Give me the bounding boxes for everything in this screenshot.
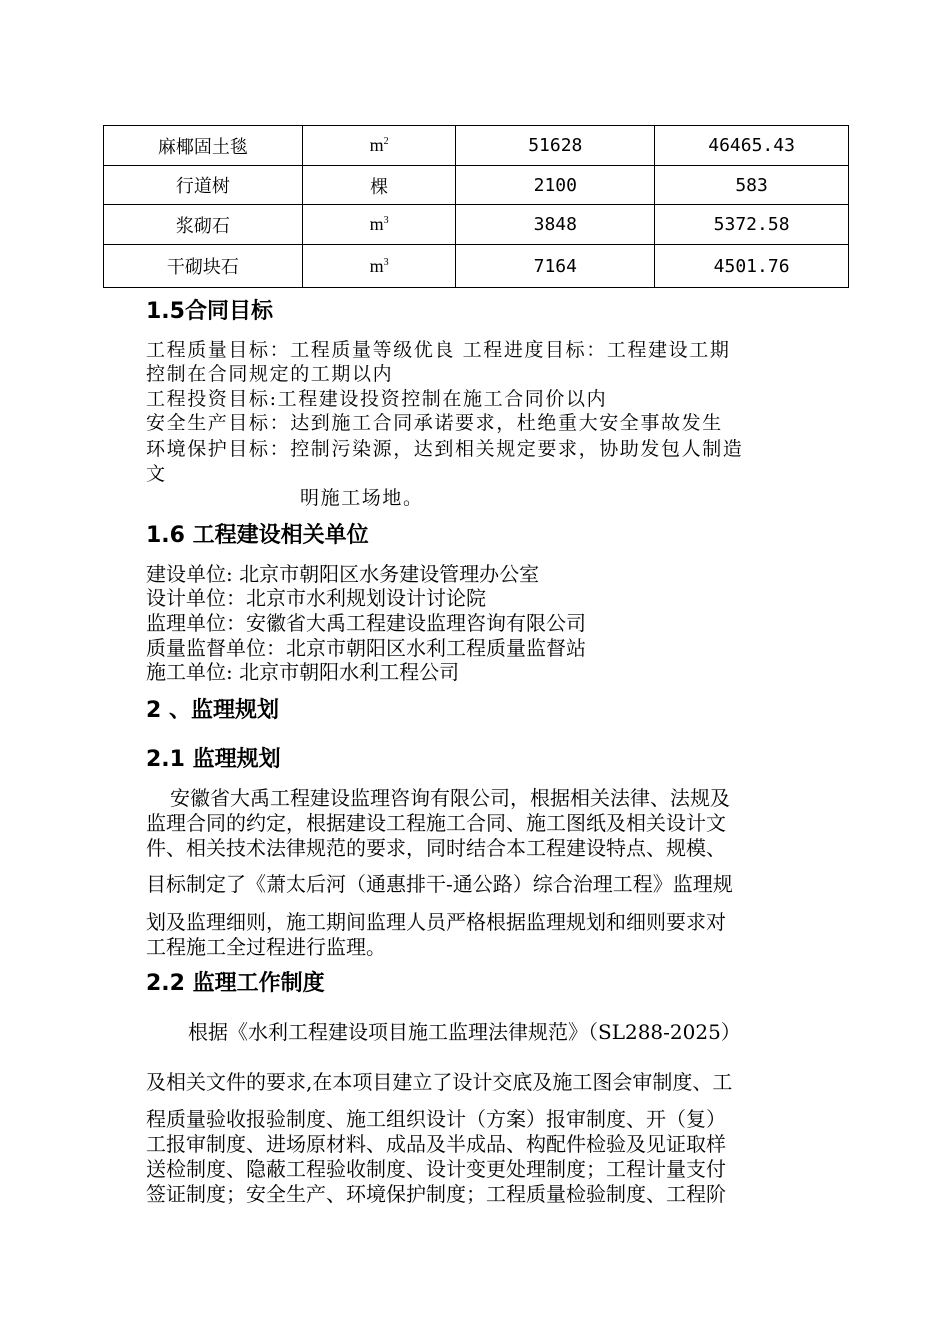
body-line: 环境保护目标：控制污染源，达到相关规定要求，协助发包人制造 (146, 438, 744, 460)
body-line: 送检制度、隐蔽工程验收制度、设计变更处理制度；工程计量支付 (146, 1157, 726, 1181)
actual-qty-cell: 5372.58 (655, 205, 849, 245)
body-line: 控制在合同规定的工期以内 (146, 363, 394, 385)
planned-qty-cell: 51628 (456, 126, 655, 166)
body-line: 工程投资目标:工程建设投资控制在施工合同价以内 (146, 388, 608, 410)
body-line: 工报审制度、进场原材料、成品及半成品、构配件检验及见证取样 (146, 1132, 726, 1156)
body-line: 目标制定了《萧太后河（通惠排干-通公路）综合治理工程》监理规 (146, 872, 733, 896)
planned-qty-cell: 3848 (456, 205, 655, 245)
table-row (104, 205, 849, 245)
body-line: 设计单位：北京市水利规划设计讨论院 (146, 586, 486, 610)
body-line: 质量监督单位：北京市朝阳区水利工程质量监督站 (146, 636, 586, 660)
unit-cell: $m^3$ (302, 245, 456, 288)
section-heading-2-2: 2.2 监理工作制度 (146, 971, 325, 996)
planned-qty-cell: 7164 (456, 245, 655, 288)
unit-cell: $m^3$ (302, 205, 456, 245)
body-line: 明施工场地。 (300, 487, 424, 509)
body-line: 监理合同的约定，根据建设工程施工合同、施工图纸及相关设计文 (146, 811, 726, 835)
section-heading-2-1: 2.1 监理规划 (146, 747, 281, 772)
body-line: 工程质量目标：工程质量等级优良 工程进度目标：工程建设工期 (146, 339, 731, 361)
table-row (104, 126, 849, 166)
item-name-cell: 行道树 (104, 166, 303, 205)
body-line: 安徽省大禹工程建设监理咨询有限公司，根据相关法律、法规及 (170, 786, 730, 810)
item-name-cell: 麻椰固土毯 (104, 126, 303, 166)
body-line: 施工单位: 北京市朝阳水利工程公司 (146, 660, 460, 684)
section-heading-2: 2 、监理规划 (146, 698, 279, 723)
section-heading-1-5: 1.5合同目标 (146, 299, 273, 324)
body-line: 建设单位: 北京市朝阳区水务建设管理办公室 (146, 562, 540, 586)
body-line: 根据《水利工程建设项目施工监理法律规范》（SL288-2025） (188, 1020, 741, 1044)
body-line: 程质量验收报验制度、施工组织设计（方案）报审制度、开（复） (146, 1107, 726, 1131)
body-line: 监理单位：安徽省大禹工程建设监理咨询有限公司 (146, 611, 586, 635)
unit-cell: $m^2$ (302, 126, 456, 166)
body-line: 安全生产目标：达到施工合同承诺要求，杜绝重大安全事故发生 (146, 412, 723, 434)
item-name-cell: 干砌块石 (104, 245, 303, 288)
body-line: 工程施工全过程进行监理。 (146, 935, 386, 959)
body-line: 划及监理细则，施工期间监理人员严格根据监理规划和细则要求对 (146, 910, 726, 934)
actual-qty-cell: 583 (655, 166, 849, 205)
section-heading-1-6: 1.6 工程建设相关单位 (146, 523, 369, 548)
body-line: 及相关文件的要求,在本项目建立了设计交底及施工图会审制度、工 (146, 1070, 733, 1094)
item-name-cell: 浆砌石 (104, 205, 303, 245)
body-line: 件、相关技术法律规范的要求，同时结合本工程建设特点、规模、 (146, 836, 726, 860)
table-row (104, 166, 849, 205)
body-line: 签证制度；安全生产、环境保护制度；工程质量检验制度、工程阶 (146, 1182, 726, 1206)
table-row (104, 245, 849, 288)
unit-cell: 棵 (302, 166, 456, 205)
actual-qty-cell: 46465.43 (655, 126, 849, 166)
planned-qty-cell: 2100 (456, 166, 655, 205)
body-line: 文 (146, 463, 167, 485)
actual-qty-cell: 4501.76 (655, 245, 849, 288)
quantity-table (103, 125, 849, 288)
